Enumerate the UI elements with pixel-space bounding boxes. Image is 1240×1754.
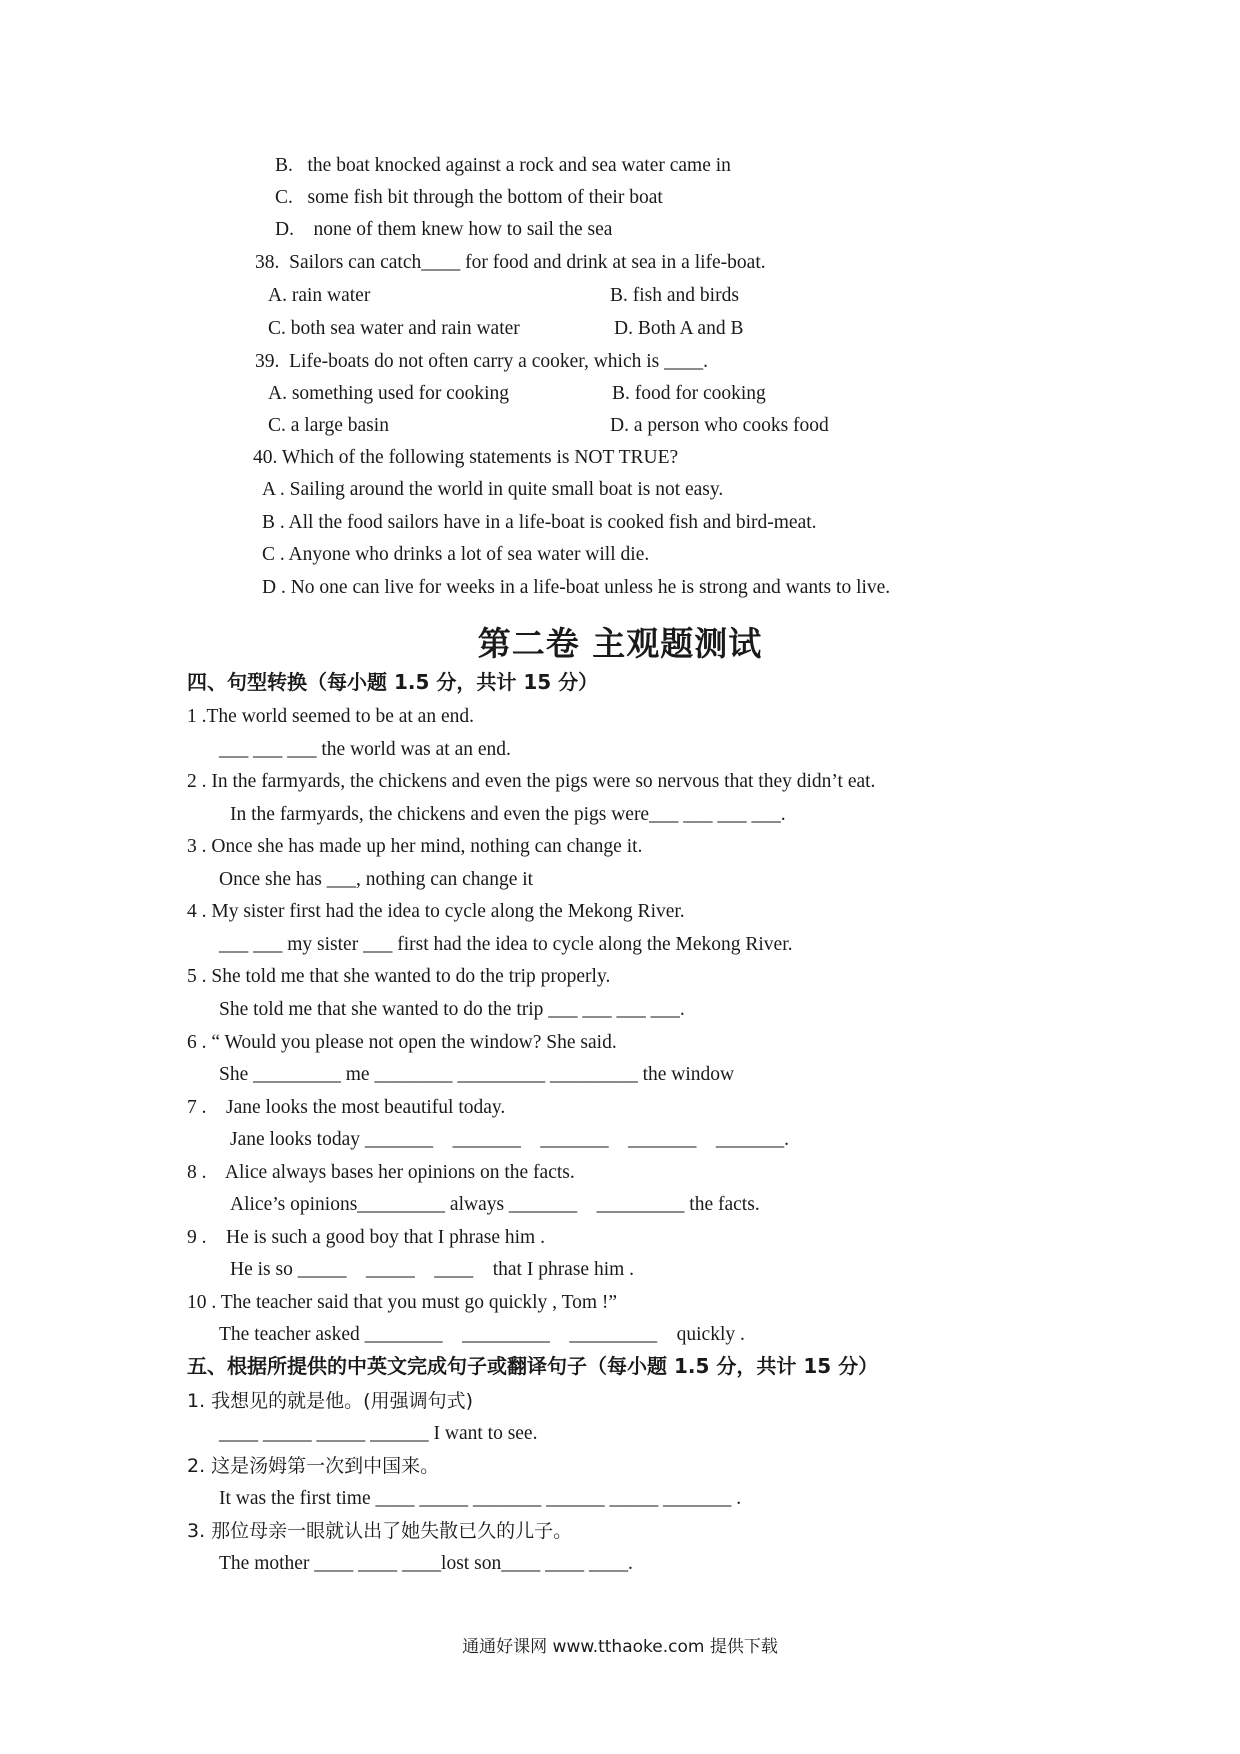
page-footer: 通通好课网 www.tthaoke.com 提供下载 — [462, 1637, 778, 1657]
s4-q4: 4 . My sister first had the idea to cycle along the Mekong River. — [187, 901, 685, 922]
q38-option-b: B. fish and birds — [610, 285, 739, 306]
s4-a10: The teacher asked ________ _________ _________ quickly . — [219, 1324, 745, 1345]
s5-a3: The mother ____ ____ ____lost son____ ____ ____. — [219, 1553, 633, 1574]
s4-a9: He is so _____ _____ ____ that I phrase him . — [230, 1259, 635, 1280]
s4-a7: Jane looks today _______ _______ _______ _______ _______. — [230, 1129, 789, 1150]
q39-option-c: C. a large basin — [268, 415, 389, 436]
s4-q10: 10 . The teacher said that you must go quickly , Tom !” — [187, 1292, 618, 1313]
section5-heading: 五、根据所提供的中英文完成句子或翻译句子（每小题 1.5 分，共计 15 分） — [187, 1354, 879, 1378]
q40-option-c: C . Anyone who drinks a lot of sea water will die. — [262, 544, 650, 565]
s4-q9: 9 . He is such a good boy that I phrase him . — [187, 1227, 545, 1248]
s4-q1: 1 .The world seemed to be at an end. — [187, 706, 474, 727]
s4-q5: 5 . She told me that she wanted to do the trip properly. — [187, 966, 611, 987]
s4-q2: 2 . In the farmyards, the chickens and even the pigs were so nervous that they didn’t eat. — [187, 771, 876, 792]
q38-stem: 38. Sailors can catch____ for food and drink at sea in a life-boat. — [255, 252, 766, 273]
s5-q1: 1. 我想见的就是他。(用强调句式) — [187, 1390, 473, 1412]
q37-option-b: B. the boat knocked against a rock and sea water came in — [275, 155, 731, 176]
s4-a2: In the farmyards, the chickens and even the pigs were___ ___ ___ ___. — [230, 804, 786, 825]
q39-option-b: B. food for cooking — [612, 383, 766, 404]
s4-a4: ___ ___ my sister ___ first had the idea to cycle along the Mekong River. — [219, 934, 793, 955]
section4-heading: 四、句型转换（每小题 1.5 分，共计 15 分） — [187, 670, 599, 694]
q40-option-a: A . Sailing around the world in quite small boat is not easy. — [262, 479, 724, 500]
q38-option-a: A. rain water — [268, 285, 371, 306]
q40-option-b: B . All the food sailors have in a life-boat is cooked fish and bird-meat. — [262, 512, 817, 533]
q38-option-c: C. both sea water and rain water — [268, 318, 520, 339]
s4-q7: 7 . Jane looks the most beautiful today. — [187, 1097, 506, 1118]
s4-q6: 6 . “ Would you please not open the window? She said. — [187, 1032, 617, 1053]
s4-a6: She _________ me ________ _________ _________ the window — [219, 1064, 735, 1085]
s5-a1: ____ _____ _____ ______ I want to see. — [219, 1423, 538, 1444]
s4-a1: ___ ___ ___ the world was at an end. — [219, 739, 511, 760]
s4-q3: 3 . Once she has made up her mind, nothing can change it. — [187, 836, 643, 857]
s4-a5: She told me that she wanted to do the trip ___ ___ ___ ___. — [219, 999, 685, 1020]
q39-option-a: A. something used for cooking — [268, 383, 510, 404]
q40-option-d: D . No one can live for weeks in a life-boat unless he is strong and wants to live. — [262, 577, 891, 598]
s5-a2: It was the first time ____ _____ _______ ______ _____ _______ . — [219, 1488, 742, 1509]
s4-a8: Alice’s opinions_________ always _______ _________ the facts. — [230, 1194, 760, 1215]
s5-q3: 3. 那位母亲一眼就认出了她失散已久的儿子。 — [187, 1520, 573, 1542]
q39-stem: 39. Life-boats do not often carry a cooker, which is ____. — [255, 351, 709, 372]
part-title: 第二卷 主观题测试 — [477, 624, 763, 663]
s4-q8: 8 . Alice always bases her opinions on the facts. — [187, 1162, 575, 1183]
s5-q2: 2. 这是汤姆第一次到中国来。 — [187, 1455, 440, 1477]
q39-option-d: D. a person who cooks food — [610, 415, 829, 436]
q38-option-d: D. Both A and B — [614, 318, 744, 339]
q40-stem: 40. Which of the following statements is NOT TRUE? — [253, 447, 679, 468]
q37-option-d: D. none of them knew how to sail the sea — [275, 219, 613, 240]
s4-a3: Once she has ___, nothing can change it — [219, 869, 534, 890]
q37-option-c: C. some fish bit through the bottom of their boat — [275, 187, 663, 208]
